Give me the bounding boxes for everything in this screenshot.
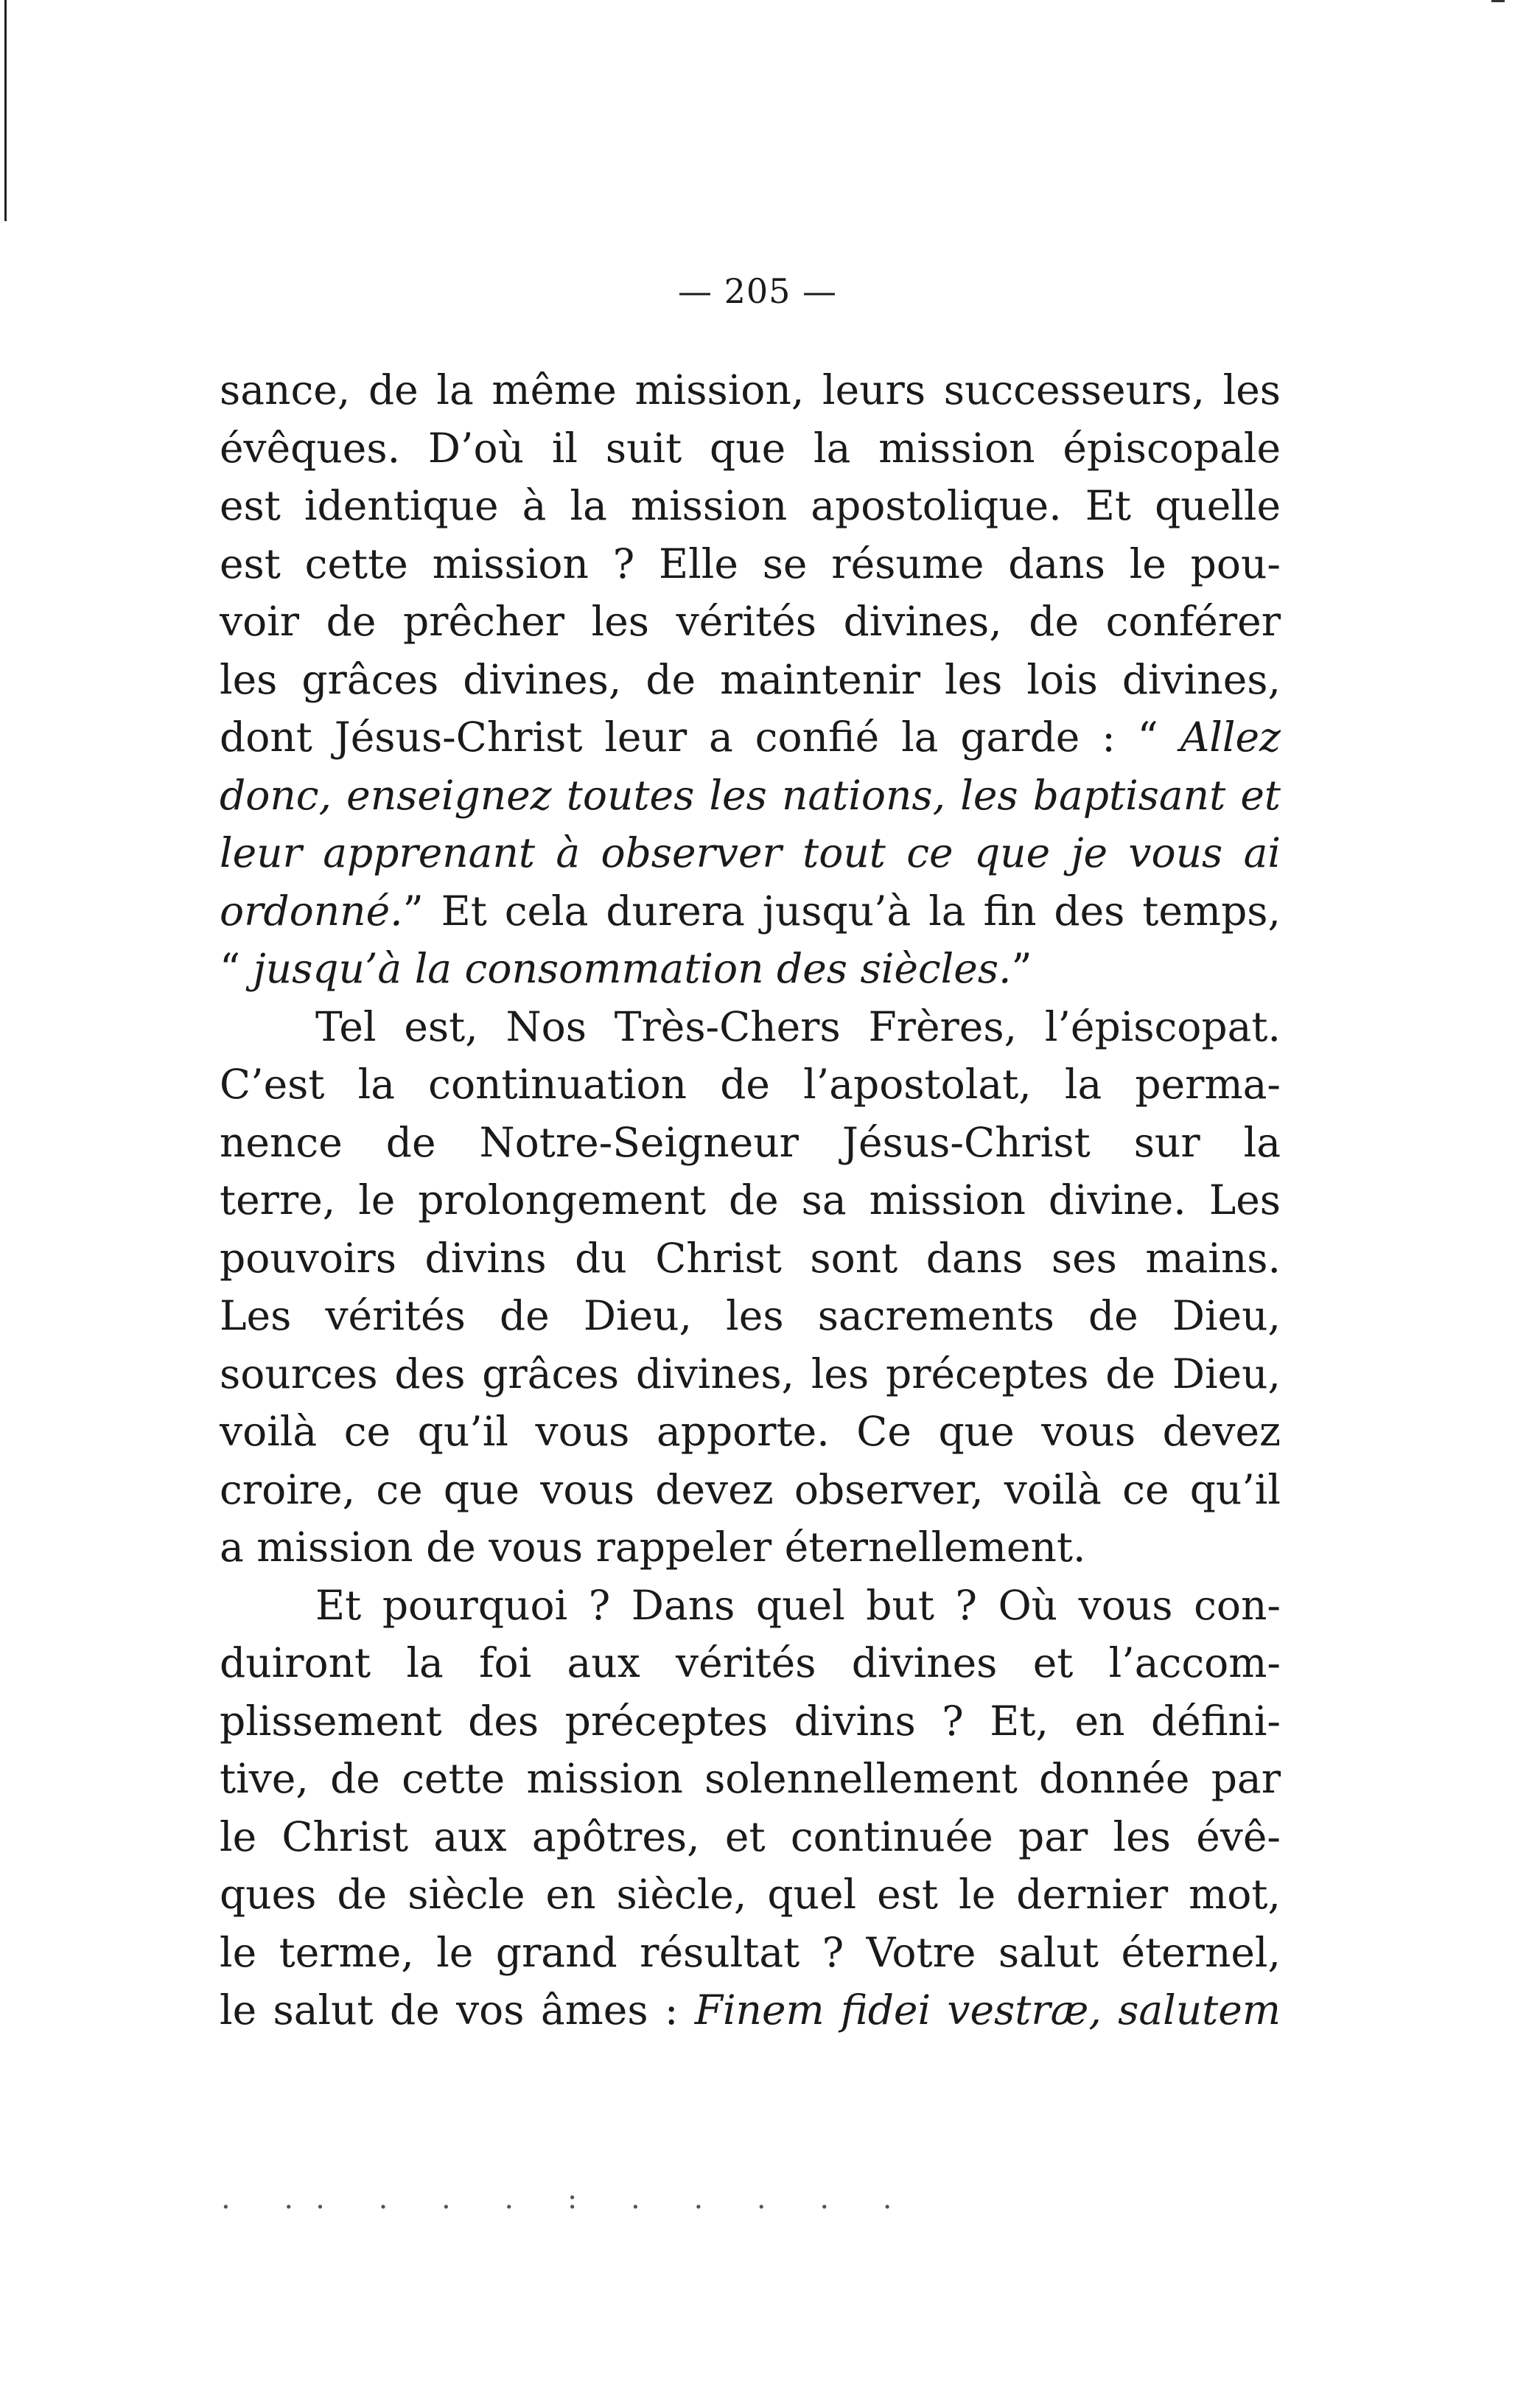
roman-text: ” Et cela durera jusqu’à la fin des temps, [402,887,1281,935]
text-line [220,940,1281,998]
text-line: duiront la foi aux vérités divines et l’accom- [220,1639,1281,1686]
text-line: tive, de cette mission solennellement donnée par [220,1755,1281,1802]
italic-quotation: leur apprenant à observer tout ce que je vous ai [220,829,1281,876]
text-line: le terme, le grand résultat ? Votre salut éternel, [220,1928,1281,1976]
roman-text: ” [1011,945,1032,992]
roman-text: le salut de vos âmes : [220,1986,695,2034]
text-line: Les vérités de Dieu, les sacrements de Dieu, [220,1292,1281,1339]
text-line [220,767,1281,825]
text-line: ques de siècle en siècle, quel est le dernier mot, [220,1871,1281,1918]
scan-corner-mark [1491,0,1505,2]
italic-quotation: Allez [1180,713,1281,761]
text-line [220,708,1281,767]
text-line: le Christ aux apôtres, et continuée par les évê- [220,1812,1281,1860]
printing-dots: . .. . . . : . . . . . [221,2182,914,2216]
text-line: est identique à la mission apostolique. Et quelle [220,482,1281,529]
italic-quotation: jusqu’à la consommation des siècles. [253,945,1012,992]
text-line: Et pourquoi ? Dans quel but ? Où vous con- [315,1581,1281,1629]
text-line: voir de prêcher les vérités divines, de conférer [220,598,1281,645]
text-line: les grâces divines, de maintenir les lois divines, [220,655,1281,703]
text-line: C’est la continuation de l’apostolat, la perma- [220,1061,1281,1108]
text-line [220,1981,1281,2039]
text-line: a mission de vous rappeler éternellement. [220,1524,1086,1571]
text-line [220,882,1281,940]
text-line: terre, le prolongement de sa mission divine. Les [220,1176,1281,1224]
text-line [220,824,1281,882]
roman-text: dont Jésus-Christ leur a confié la garde : “ [220,713,1180,761]
text-line: voilà ce qu’il vous apporte. Ce que vous devez [220,1408,1281,1455]
text-line: sance, de la même mission, leurs successeurs, les [220,366,1281,413]
page-body-text [220,361,1281,2039]
text-line: nence de Notre-Seigneur Jésus-Christ sur la [220,1118,1281,1166]
text-line: sources des grâces divines, les préceptes de Dieu, [220,1350,1281,1397]
page-number: — 205 — [677,271,838,311]
text-line: croire, ce que vous devez observer, voilà ce qu’il [220,1465,1281,1513]
italic-quotation: Finem fidei vestræ, salutem [694,1986,1281,2034]
text-line: évêques. D’où il suit que la mission épiscopale [220,424,1281,472]
text-line: plissement des préceptes divins ? Et, en défini- [220,1697,1281,1745]
italic-quotation: donc, enseignez toutes les nations, les baptisant et [220,771,1281,819]
roman-text: “ [220,945,253,992]
text-line: Tel est, Nos Très-Chers Frères, l’épiscopat. [315,1002,1281,1050]
italic-quotation: ordonné. [220,887,403,935]
text-line: est cette mission ? Elle se résume dans le pou- [220,540,1281,587]
text-line: pouvoirs divins du Christ sont dans ses mains. [220,1234,1281,1282]
scan-edge-line [4,0,7,221]
